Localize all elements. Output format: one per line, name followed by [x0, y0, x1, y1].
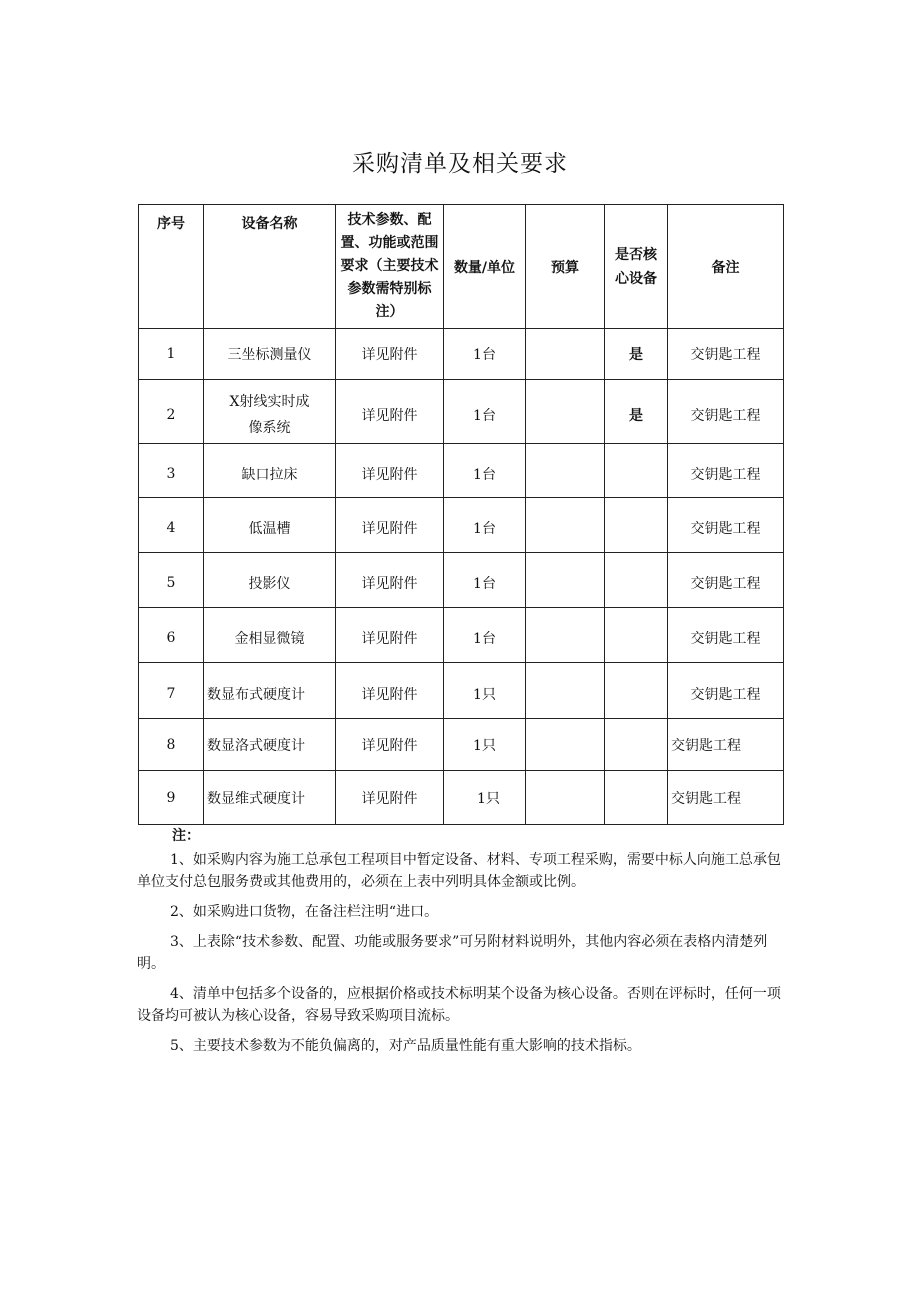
cell-remark: 交钥匙工程	[668, 380, 784, 444]
cell-core	[605, 498, 668, 553]
cell-remark: 交钥匙工程	[668, 771, 784, 825]
cell-core	[605, 719, 668, 771]
notes-section	[137, 825, 785, 1065]
cell-qty: 1台	[444, 608, 526, 663]
table-row	[139, 663, 784, 719]
cell-seq: 8	[139, 719, 204, 771]
cell-qty: 1只	[444, 771, 526, 825]
note-item: 1、如采购内容为施工总承包工程项目中暂定设备、材料、专项工程采购，需要中标人向施工总承包单位支付总包服务费或其他费用的，必须在上表中列明具体金额或比例。	[137, 852, 781, 890]
note-item: 3、上表除“技术参数、配置、功能或服务要求”可另附材料说明外，其他内容必须在表格内清楚列明。	[137, 934, 768, 972]
cell-budget	[526, 444, 605, 498]
page-title: 采购清单及相关要求	[352, 151, 568, 177]
cell-spec: 详见附件	[336, 771, 444, 825]
cell-budget	[526, 380, 605, 444]
cell-spec: 详见附件	[336, 329, 444, 380]
cell-core	[605, 444, 668, 498]
cell-name: 数显布式硬度计	[204, 663, 336, 719]
cell-budget	[526, 719, 605, 771]
cell-budget	[526, 608, 605, 663]
cell-seq: 7	[139, 663, 204, 719]
table-row	[139, 771, 784, 825]
cell-qty: 1台	[444, 498, 526, 553]
header-budget: 预算	[526, 205, 605, 329]
cell-remark: 交钥匙工程	[668, 608, 784, 663]
cell-seq: 5	[139, 553, 204, 608]
cell-spec: 详见附件	[336, 498, 444, 553]
cell-core: 是	[605, 329, 668, 380]
cell-name: 投影仪	[204, 553, 336, 608]
cell-name: 数显洛式硬度计	[204, 719, 336, 771]
cell-qty: 1只	[444, 719, 526, 771]
cell-qty: 1台	[444, 444, 526, 498]
cell-remark: 交钥匙工程	[668, 663, 784, 719]
cell-spec: 详见附件	[336, 380, 444, 444]
procurement-table	[138, 204, 784, 825]
cell-spec: 详见附件	[336, 444, 444, 498]
cell-seq: 6	[139, 608, 204, 663]
cell-budget	[526, 329, 605, 380]
cell-name: 低温槽	[204, 498, 336, 553]
cell-name: 缺口拉床	[204, 444, 336, 498]
cell-budget	[526, 663, 605, 719]
cell-remark: 交钥匙工程	[668, 719, 784, 771]
cell-name: 三坐标测量仪	[204, 329, 336, 380]
cell-qty: 1只	[444, 663, 526, 719]
cell-qty: 1台	[444, 329, 526, 380]
cell-name: X射线实时成像系统	[204, 380, 336, 444]
cell-core	[605, 553, 668, 608]
cell-seq: 9	[139, 771, 204, 825]
cell-remark: 交钥匙工程	[668, 444, 784, 498]
cell-name: 金相显微镜	[204, 608, 336, 663]
table-row	[139, 329, 784, 380]
table-row	[139, 380, 784, 444]
header-qty: 数量/单位	[444, 205, 526, 329]
header-spec: 技术参数、配置、功能或范围要求（主要技术参数需特别标注）	[336, 205, 444, 329]
cell-budget	[526, 771, 605, 825]
cell-spec: 详见附件	[336, 663, 444, 719]
cell-remark: 交钥匙工程	[668, 498, 784, 553]
cell-core	[605, 663, 668, 719]
header-remark: 备注	[668, 205, 784, 329]
note-item: 2、如采购进口货物，在备注栏注明“进口。	[170, 904, 439, 920]
cell-budget	[526, 498, 605, 553]
cell-remark: 交钥匙工程	[668, 329, 784, 380]
table-row	[139, 719, 784, 771]
header-core: 是否核心设备	[605, 205, 668, 329]
cell-spec: 详见附件	[336, 553, 444, 608]
table-row	[139, 608, 784, 663]
note-item: 5、主要技术参数为不能负偏离的，对产品质量性能有重大影响的技术指标。	[170, 1038, 641, 1054]
table-header-row	[139, 205, 784, 329]
cell-core: 是	[605, 380, 668, 444]
table-row	[139, 553, 784, 608]
cell-qty: 1台	[444, 553, 526, 608]
header-seq: 序号	[139, 205, 204, 329]
cell-budget	[526, 553, 605, 608]
cell-spec: 详见附件	[336, 608, 444, 663]
table-row	[139, 498, 784, 553]
header-name: 设备名称	[204, 205, 336, 329]
cell-core	[605, 771, 668, 825]
note-item: 4、清单中包括多个设备的，应根据价格或技术标明某个设备为核心设备。否则在评标时，任何一项设备均可被认为核心设备，容易导致采购项目流标。	[137, 986, 781, 1024]
cell-remark: 交钥匙工程	[668, 553, 784, 608]
cell-seq: 4	[139, 498, 204, 553]
cell-core	[605, 608, 668, 663]
cell-seq: 2	[139, 380, 204, 444]
table-row	[139, 444, 784, 498]
notes-heading: 注：	[172, 828, 200, 844]
cell-spec: 详见附件	[336, 719, 444, 771]
cell-qty: 1台	[444, 380, 526, 444]
cell-name: 数显维式硬度计	[204, 771, 336, 825]
cell-seq: 3	[139, 444, 204, 498]
cell-seq: 1	[139, 329, 204, 380]
